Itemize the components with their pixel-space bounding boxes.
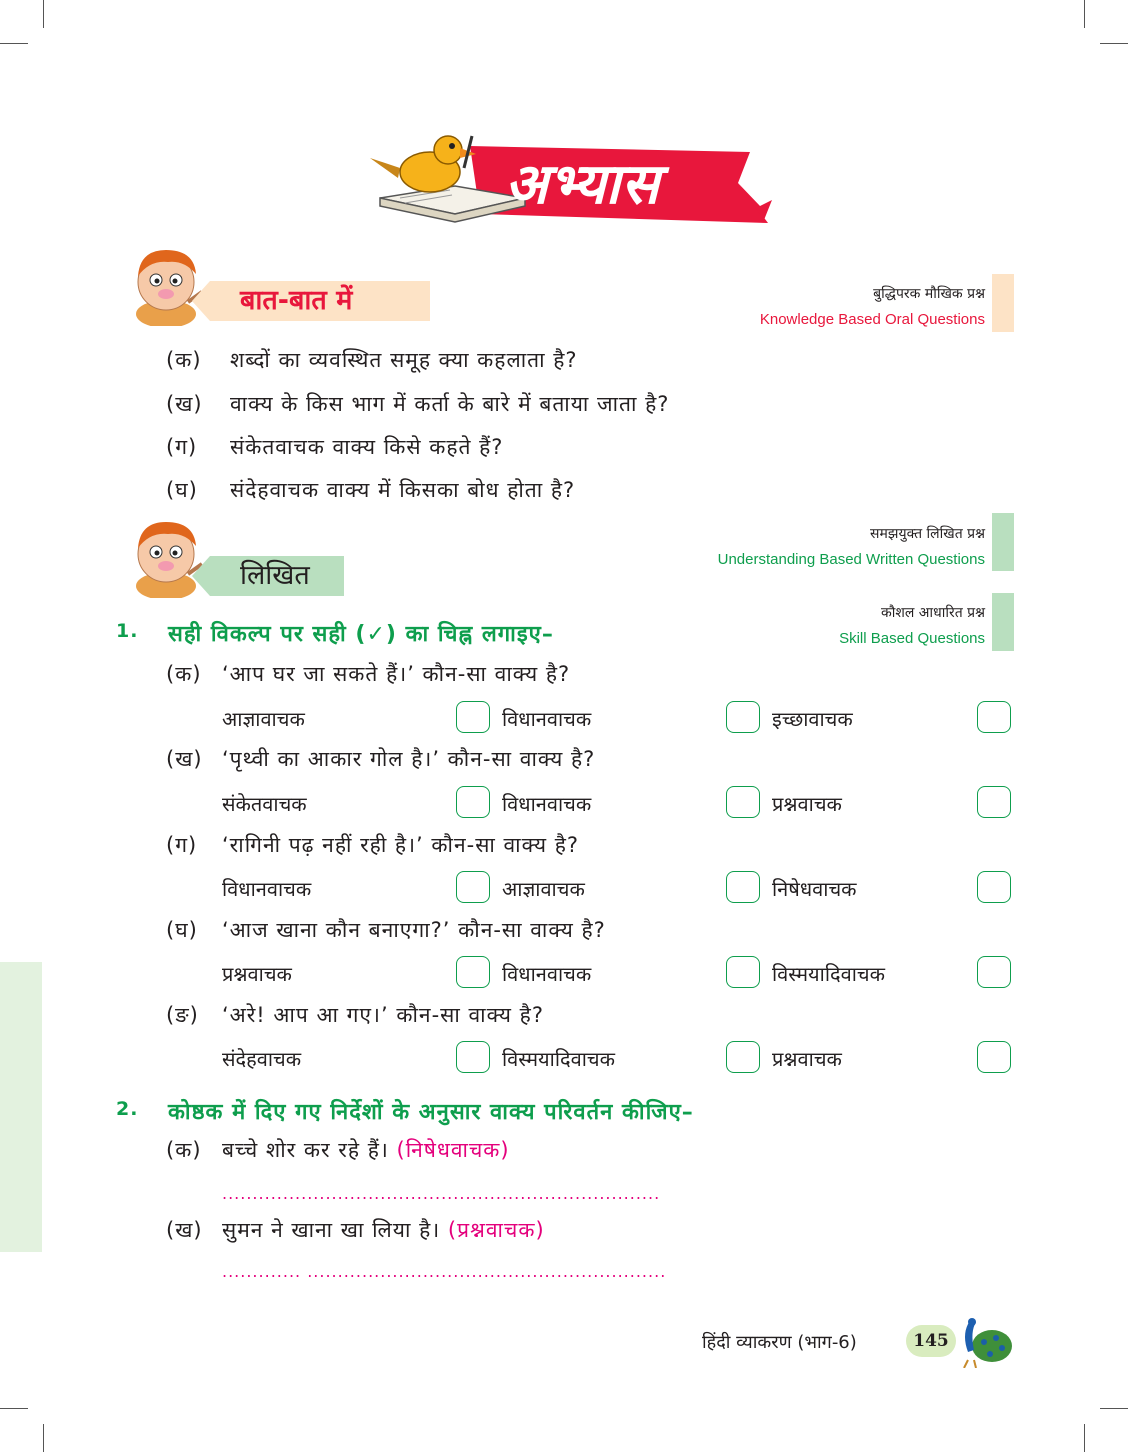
mcq-question: (घ) ‘आज खाना कौन बनाएगा?’ कौन-सा वाक्य है? [166, 918, 606, 942]
mcq-option: प्रश्नवाचक [222, 962, 292, 986]
tag-arrow [192, 556, 210, 596]
mcq-option: निषेधवाचक [772, 877, 857, 901]
q2-heading-text: कोष्ठक में दिए गए निर्देशों के अनुसार वाक्य परिवर्तन कीजिए– [168, 1100, 694, 1125]
side-strip [0, 962, 42, 1252]
oral-tag-label: बात-बात में [240, 285, 353, 316]
mcq-option: विस्मयादिवाचक [502, 1047, 615, 1071]
oral-question: (क) शब्दों का व्यवस्थित समूह क्या कहलाता है? [166, 348, 578, 372]
mcq-option: विस्मयादिवाचक [772, 962, 885, 986]
mcq-question: (ङ) ‘अरे! आप आ गए।’ कौन-सा वाक्य है? [166, 1003, 544, 1027]
q1-heading [116, 618, 554, 648]
crop-mark [1100, 43, 1128, 44]
crop-mark [1084, 0, 1085, 28]
mcq-option: विधानवाचक [502, 707, 592, 731]
crop-mark [1100, 1408, 1128, 1409]
crop-mark [43, 0, 44, 28]
answer-checkbox[interactable] [456, 701, 490, 733]
skill-accent-bar [992, 593, 1014, 651]
transform-question: (ख) सुमन ने खाना खा लिया है। (प्रश्नवाचक) [166, 1218, 545, 1242]
answer-line[interactable]: ............. ........................................................... [222, 1262, 667, 1281]
written-type-label [718, 524, 985, 568]
written-accent-bar [992, 513, 1014, 571]
skill-type-label [839, 603, 985, 647]
mcq-option: आज्ञावाचक [222, 707, 305, 731]
oral-type-hi: बुद्धिपरक मौखिक प्रश्न [873, 286, 985, 302]
answer-checkbox[interactable] [726, 701, 760, 733]
written-section-tag [210, 556, 344, 596]
q1-heading-text: सही विकल्प पर सही (✓) का चिह्न लगाइए– [168, 622, 554, 647]
abhyas-banner [360, 128, 780, 238]
answer-checkbox[interactable] [456, 1041, 490, 1073]
written-type-hi: समझयुक्त लिखित प्रश्न [870, 526, 985, 542]
mcq-question: (ग) ‘रागिनी पढ़ नहीं रही है।’ कौन-सा वाक्य है? [166, 833, 580, 857]
transform-question: (क) बच्चे शोर कर रहे हैं। (निषेधवाचक) [166, 1138, 510, 1162]
q2-heading [116, 1096, 694, 1126]
banner-title: अभ्यास [505, 152, 660, 217]
mcq-option: संदेहवाचक [222, 1047, 302, 1071]
q2-number: 2. [116, 1098, 139, 1120]
mcq-option: आज्ञावाचक [502, 877, 585, 901]
answer-checkbox[interactable] [456, 956, 490, 988]
answer-checkbox[interactable] [726, 786, 760, 818]
mcq-question: (ख) ‘पृथ्वी का आकार गोल है।’ कौन-सा वाक्य है? [166, 747, 596, 771]
mcq-option: प्रश्नवाचक [772, 1047, 842, 1071]
mcq-option: विधानवाचक [222, 877, 312, 901]
answer-checkbox[interactable] [977, 701, 1011, 733]
peacock-icon [954, 1312, 1014, 1368]
answer-checkbox[interactable] [726, 956, 760, 988]
crop-mark [1084, 1424, 1085, 1452]
oral-type-label [760, 284, 985, 328]
transform-hint: (प्रश्नवाचक) [447, 1218, 545, 1242]
mcq-option: इच्छावाचक [772, 707, 853, 731]
skill-type-en: Skill Based Questions [839, 630, 985, 647]
mcq-option: संकेतवाचक [222, 792, 307, 816]
written-type-en: Understanding Based Written Questions [717, 551, 985, 568]
oral-question: (ग) संकेतवाचक वाक्य किसे कहते हैं? [166, 435, 504, 459]
answer-checkbox[interactable] [456, 786, 490, 818]
mcq-option: प्रश्नवाचक [772, 792, 842, 816]
crop-mark [0, 1408, 28, 1409]
oral-question: (ख) वाक्य के किस भाग में कर्ता के बारे में बताया जाता है? [166, 392, 670, 416]
crop-mark [0, 43, 28, 44]
answer-checkbox[interactable] [977, 871, 1011, 903]
tag-arrow [192, 281, 210, 321]
crop-mark [43, 1424, 44, 1452]
oral-accent-bar [992, 274, 1014, 332]
answer-line[interactable]: ........................................................................ [222, 1184, 661, 1203]
written-tag-label: लिखित [240, 560, 310, 591]
answer-checkbox[interactable] [977, 956, 1011, 988]
mcq-question: (क) ‘आप घर जा सकते हैं।’ कौन-सा वाक्य है? [166, 662, 571, 686]
oral-question: (घ) संदेहवाचक वाक्य में किसका बोध होता है? [166, 478, 576, 502]
mcq-option: विधानवाचक [502, 792, 592, 816]
answer-checkbox[interactable] [726, 871, 760, 903]
answer-checkbox[interactable] [977, 1041, 1011, 1073]
oral-type-en: Knowledge Based Oral Questions [759, 311, 985, 328]
page-number: 145 [906, 1325, 956, 1357]
answer-checkbox[interactable] [726, 1041, 760, 1073]
oral-section-tag [210, 281, 430, 321]
q1-number: 1. [116, 620, 139, 642]
mcq-option: विधानवाचक [502, 962, 592, 986]
answer-checkbox[interactable] [456, 871, 490, 903]
transform-hint: (निषेधवाचक) [396, 1138, 510, 1162]
skill-type-hi: कौशल आधारित प्रश्न [880, 605, 985, 621]
answer-checkbox[interactable] [977, 786, 1011, 818]
book-title: हिंदी व्याकरण (भाग-6) [702, 1332, 857, 1353]
